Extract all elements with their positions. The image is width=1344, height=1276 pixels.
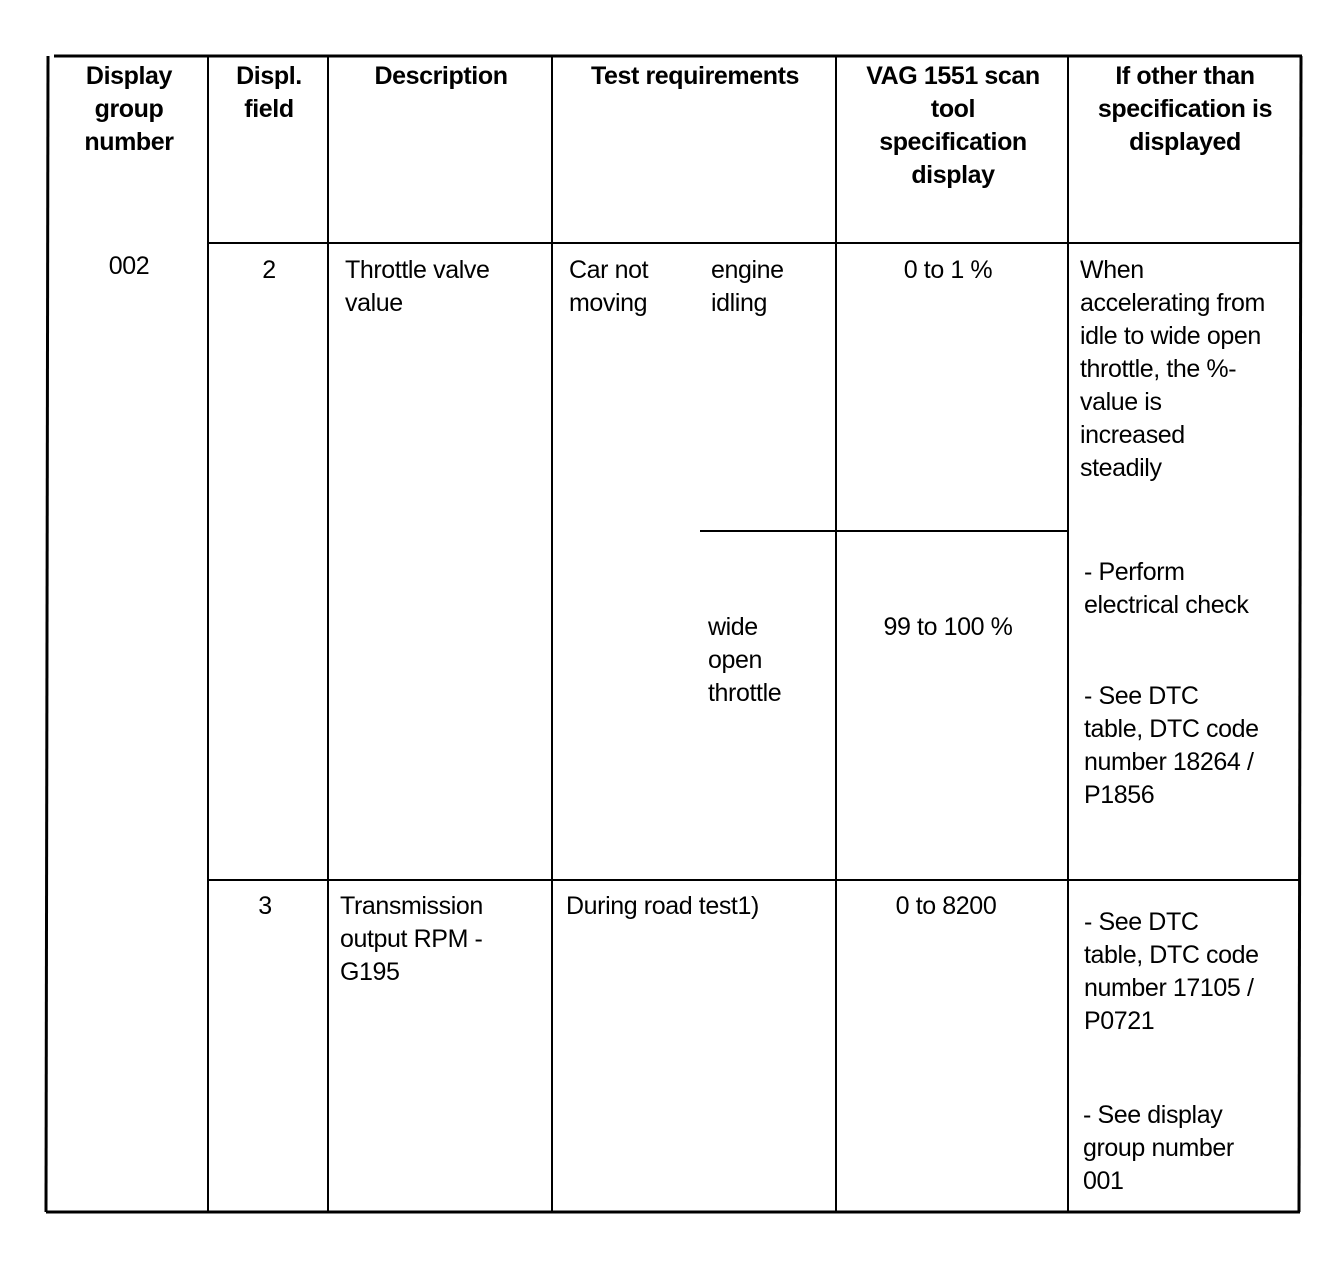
- test-condition-text: During road test1): [566, 892, 759, 920]
- if-other-text: When accelerating from idle to wide open throttle, the %- value is increased steadily: [1080, 256, 1265, 482]
- table-border-left: [46, 56, 48, 1212]
- test-state-text: engine idling: [711, 256, 784, 317]
- specification-value: 0 to 8200: [895, 892, 997, 920]
- header-description: Description: [374, 62, 508, 90]
- if-other-text: - See display group number 001: [1083, 1101, 1234, 1195]
- header-display-group-number: Display group number: [84, 62, 174, 156]
- if-other-text: - Perform electrical check: [1084, 558, 1249, 619]
- test-condition-text: Car not moving: [569, 256, 649, 317]
- header-display-field: Displ. field: [236, 62, 302, 123]
- description-text: Throttle valve value: [345, 256, 490, 317]
- display-field-value: 2: [262, 256, 276, 284]
- test-state-text: wide open throttle: [708, 613, 782, 707]
- header-test-requirements: Test requirements: [590, 62, 800, 90]
- table-border-right: [1299, 56, 1301, 1212]
- header-specification-display: VAG 1551 scan tool specification display: [866, 62, 1040, 189]
- if-other-text: - See DTC table, DTC code number 18264 / P1856: [1084, 682, 1259, 809]
- header-if-other-than-spec: If other than specification is displayed: [1097, 62, 1273, 156]
- display-field-value: 3: [258, 892, 272, 920]
- if-other-text: - See DTC table, DTC code number 17105 / P0721: [1084, 908, 1259, 1035]
- display-group-number: 002: [108, 252, 150, 280]
- description-text: Transmission output RPM - G195: [340, 892, 483, 986]
- specification-value: 99 to 100 %: [883, 613, 1013, 641]
- specification-value: 0 to 1 %: [903, 256, 993, 284]
